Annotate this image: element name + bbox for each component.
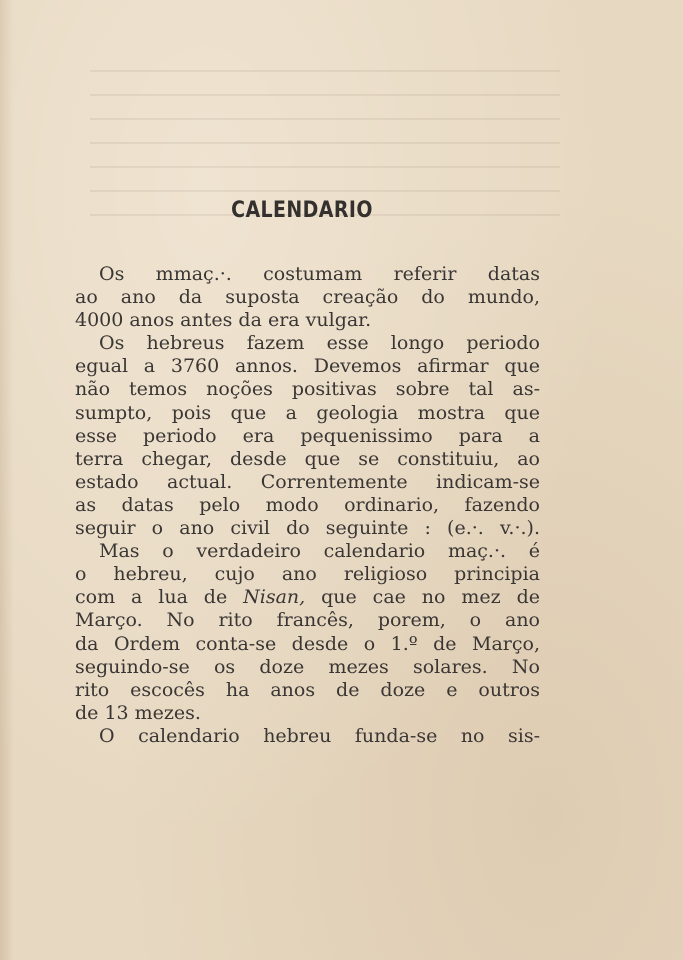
text-line: terra chegar, desde que se constituiu, ao [75,447,540,470]
nisan-italic: Nisan, [243,586,306,609]
show-through-texture [90,70,560,270]
text-line: ao ano da suposta creação do mundo, [75,286,540,309]
text-line: Mas o verdadeiro calendario maç.·. é [99,540,540,563]
text-line: Os mmaç.·. costumam referir datas [99,263,540,285]
text-line: estado actual. Correntemente indicam-se [75,470,540,493]
text-line-nisan [75,586,540,609]
text-line: Os hebreus fazem esse longo periodo [99,332,540,355]
text-line: seguindo-se os doze mezes solares. No [75,655,540,678]
text-line: sumpto, pois que a geologia mostra que [75,401,540,424]
text-segment: que cae no mez de [321,586,540,609]
text-line: da Ordem conta-se desde o 1.º de Março, [75,632,540,655]
text-line: não temos noções positivas sobre tal as- [75,378,540,401]
body-text [75,263,540,748]
text-line: egual a 3760 annos. Devemos afirmar que [75,355,540,378]
page-title: CALENDARIO [231,198,373,223]
text-line: as datas pelo modo ordinario, fazendo [75,493,540,516]
text-line: O calendario hebreu funda-se no sis- [99,724,540,747]
text-segment: com a lua de [75,586,228,609]
text-line: de 13 mezes. [75,701,201,724]
text-line: esse periodo era pequenissimo para a [75,424,540,447]
text-line: 4000 anos antes da era vulgar. [75,309,372,332]
text-line: rito escocês ha anos de doze e outros [75,678,540,701]
text-line: o hebreu, cujo ano religioso principia [75,563,540,586]
text-line: Março. No rito francês, porem, o ano [75,609,540,632]
text-line: seguir o ano civil do seguinte : (e.·. v.·.). [75,517,540,540]
